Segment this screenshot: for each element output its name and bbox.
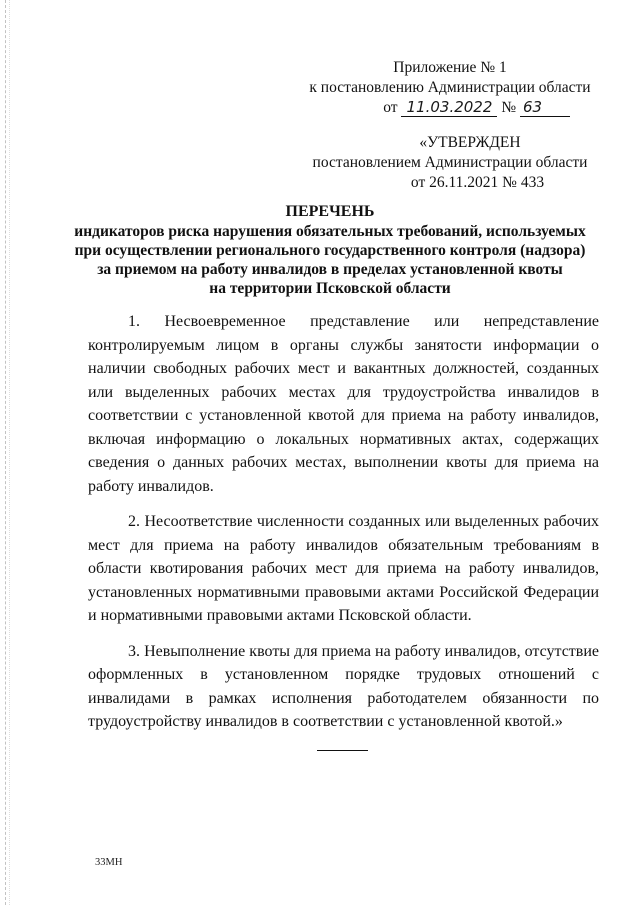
handwritten-date: 11.03.2022 bbox=[401, 99, 497, 117]
item-text: Несвоевременное представление или непредставление контролируемым лицом в органы службы занятости информации о наличии свободных рабочих мест и вакантных должностей, созданных или выделенных рабочих местах для трудоустройства инвалидов в соответствии с установленной квотой для приема на работу инвалидов, включая информацию о локальных нормативных актах, содержащих сведения о данных рабочих местах, выполнении квоты для приема на работу инвалидов. bbox=[88, 313, 599, 495]
title-main: ПЕРЕЧЕНЬ bbox=[285, 203, 375, 220]
item-text: Невыполнение квоты для приема на работу инвалидов, отсутствие оформленных в установленном порядке трудовых отношений с инвалидами в рамках исполнения работодателем обязанности по трудоустройству инвалидов в соответствии с установленной квотой.» bbox=[88, 642, 600, 730]
item-number: 3. bbox=[128, 642, 140, 660]
appendix-title: Приложение № 1 bbox=[393, 59, 507, 76]
date-prefix: от bbox=[383, 99, 398, 116]
item-text: Несоответствие численности созданных или выделенных рабочих мест для приема на работу инвалидов обязательным требованиям в области квотирования рабочих мест для приема на работу инвалидов, установленных нормативными правовыми актами Российской Федерации и нормативными правовыми актами Псковской области. bbox=[88, 513, 599, 624]
approved-date: от 26.11.2021 № 433 bbox=[410, 174, 545, 191]
item-number: 1. bbox=[128, 313, 140, 330]
appendix-date-line bbox=[300, 98, 600, 118]
approved-by: постановлением Администрации области bbox=[312, 154, 588, 171]
approval-stamp-block bbox=[300, 133, 600, 193]
end-separator-line bbox=[317, 750, 368, 751]
item-number: 2. bbox=[128, 513, 140, 530]
handwritten-number: 63 bbox=[520, 99, 570, 117]
approved-label: «УТВЕРЖДЕН bbox=[419, 134, 521, 151]
number-prefix: № bbox=[501, 99, 517, 116]
title-line-4: на территории Псковской области bbox=[209, 280, 451, 297]
appendix-subtitle: к постановлению Администрации области bbox=[309, 79, 591, 96]
scan-edge-left-inner bbox=[9, 0, 11, 905]
appendix-header bbox=[300, 58, 600, 118]
list-item bbox=[88, 510, 599, 628]
document-title bbox=[60, 202, 600, 298]
document-body bbox=[88, 310, 599, 746]
scan-edge-left bbox=[5, 0, 7, 905]
list-item bbox=[88, 310, 599, 498]
title-line-2: при осуществлении регионального государственного контроля (надзора) bbox=[74, 242, 586, 259]
title-line-3: за приемом на работу инвалидов в пределах установленной квоты bbox=[97, 261, 563, 278]
footer-code: 33МН bbox=[95, 857, 123, 868]
title-line-1: индикаторов риска нарушения обязательных требований, используемых bbox=[74, 223, 586, 240]
list-item bbox=[88, 640, 599, 734]
